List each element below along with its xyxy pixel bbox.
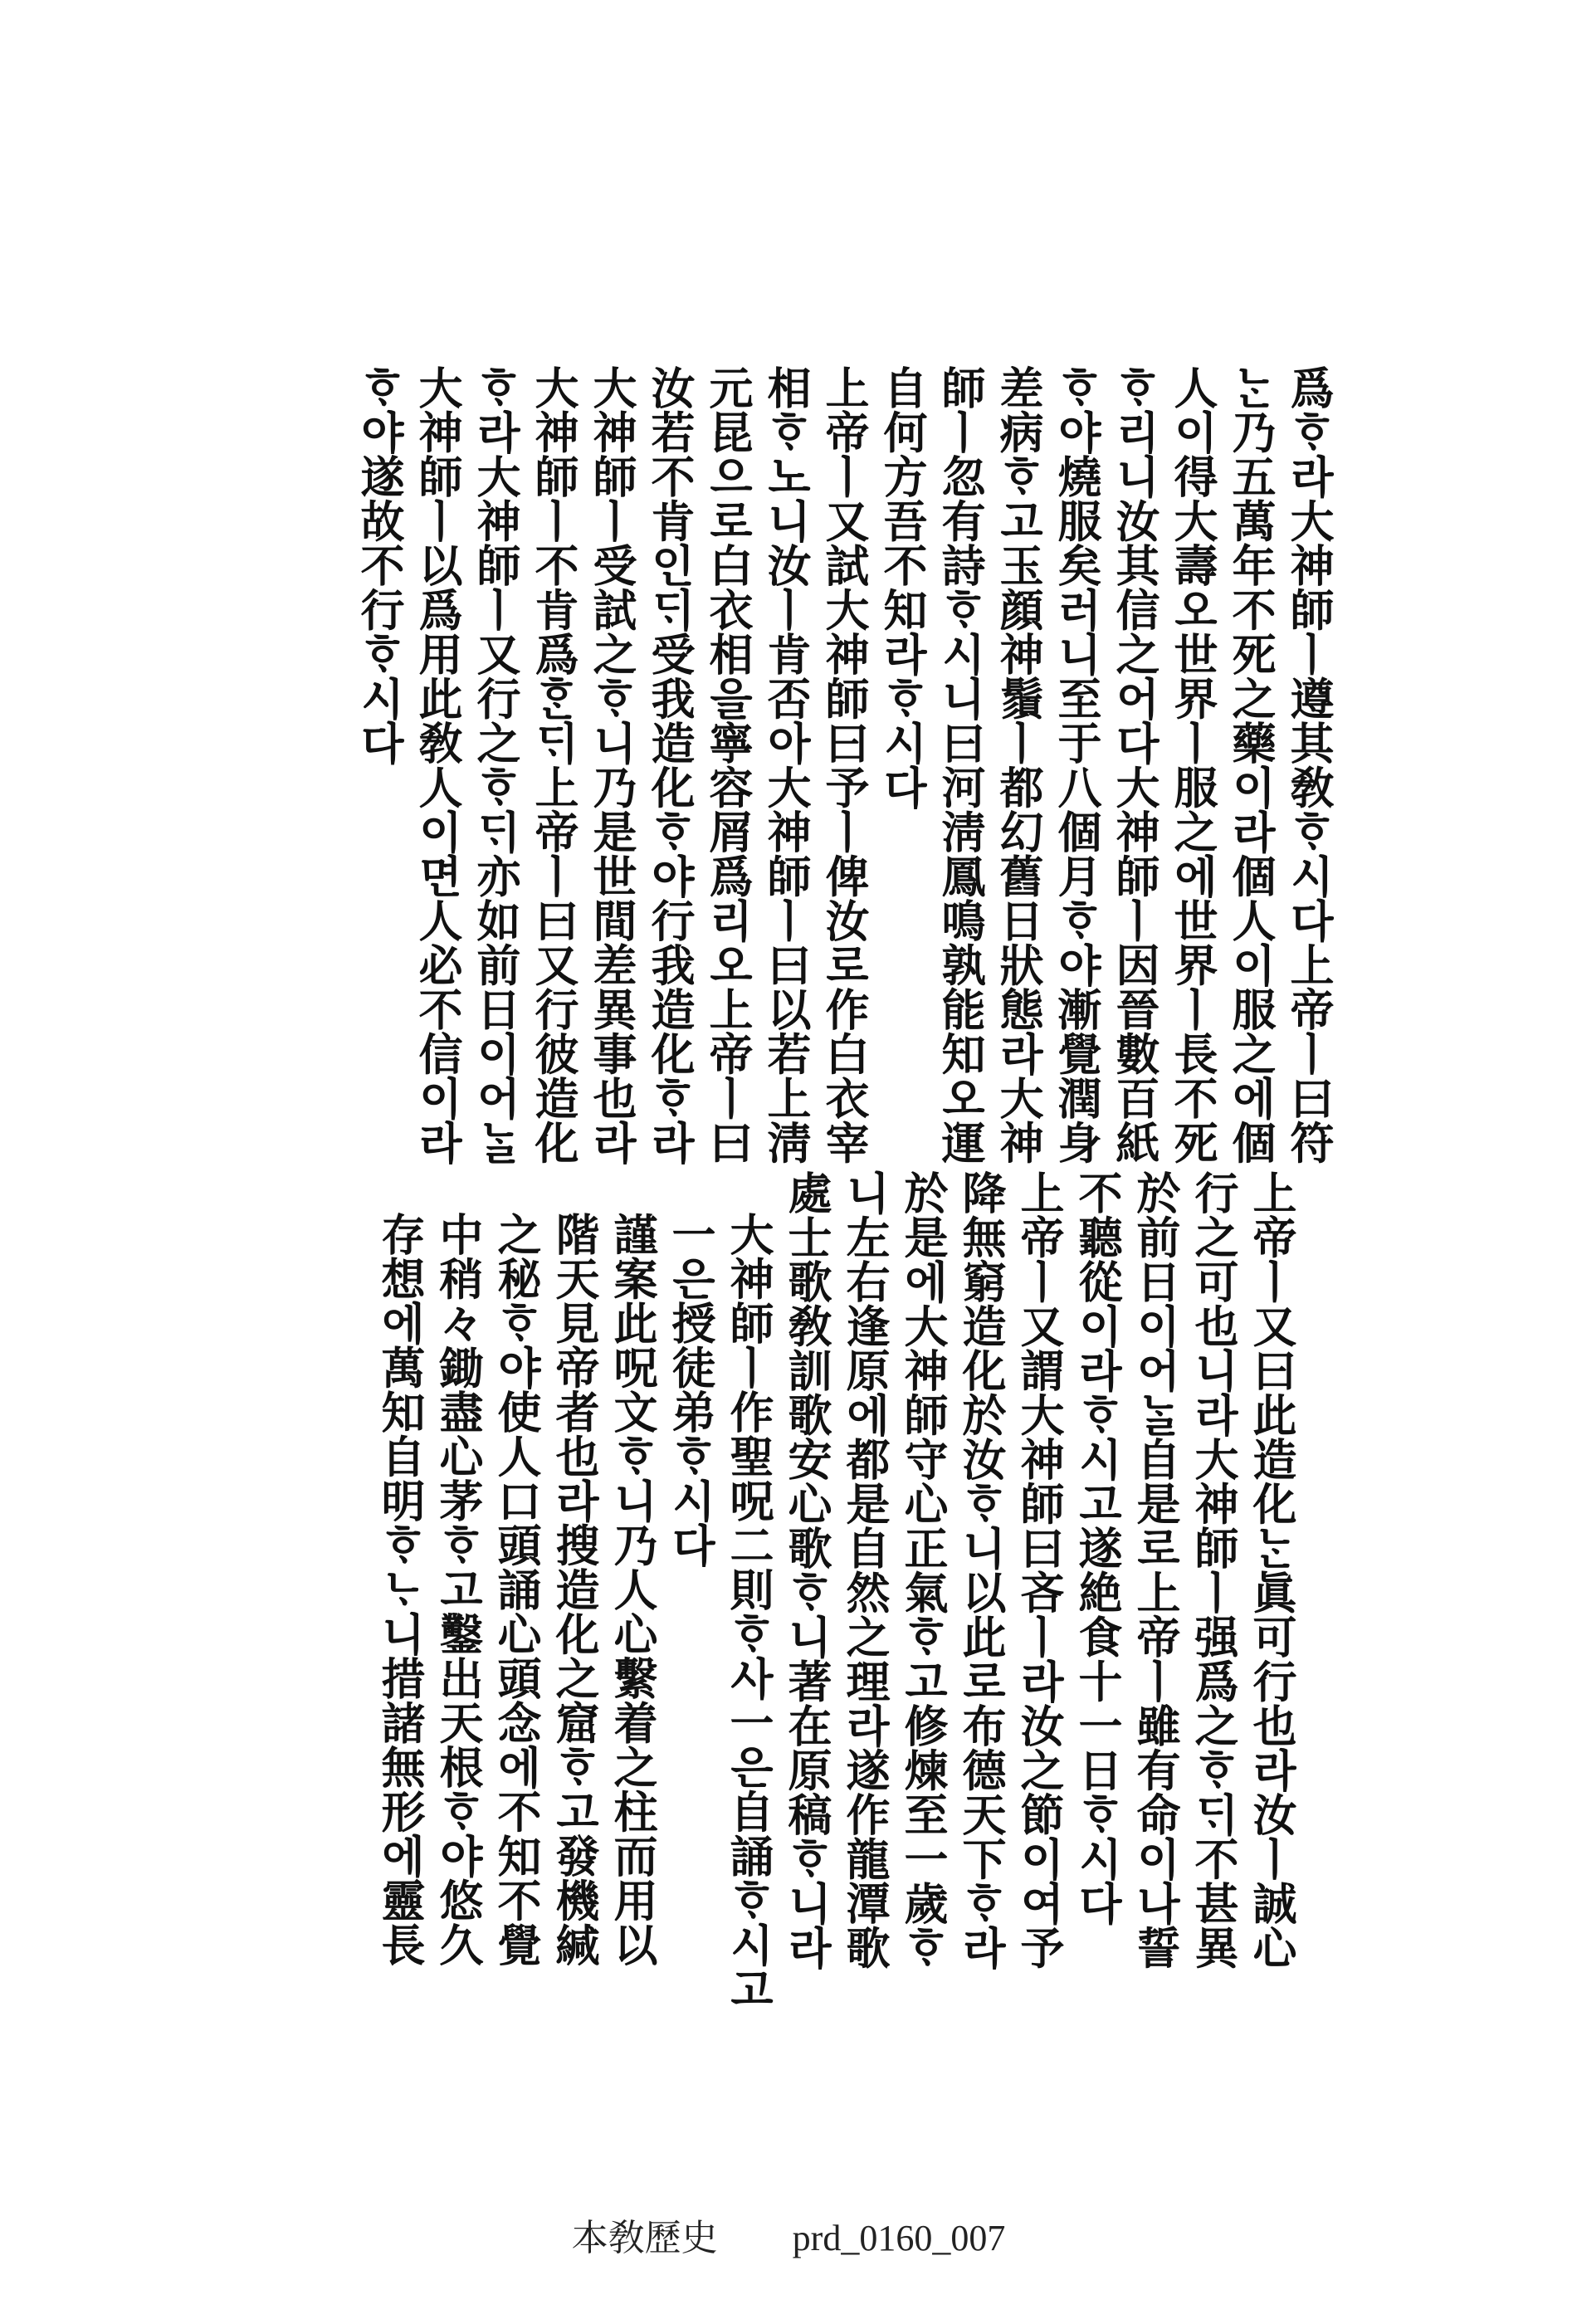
annotation-column: 存想에萬知自明ᄒᆞᄂᆞ니措諸無形에靈長: [374, 1212, 426, 1967]
text-column: 大神師ㅣ作聖呪二則ᄒᆞ사一은自誦ᄒᆞ시고: [723, 1212, 774, 2011]
text-column: 大神師ㅣ不肯爲ᄒᆞᆫᄃᆡ上帝ㅣ曰又行彼造化: [528, 365, 579, 1164]
text-column: 大神師ㅣ以爲用此敎人이면人必不信이라: [412, 365, 463, 1164]
text-column: ᄒᆞ리니汝其信之어다大神師ㅣ因晉數百紙: [1109, 365, 1160, 1164]
text-column: 元昆으로白衣相을寧容屑爲리오上帝ㅣ曰: [702, 365, 754, 1164]
text-column: 汝若不肯인ᄃᆡ受我造化ᄒᆞ야行我造化ᄒᆞ라: [644, 365, 696, 1164]
text-column: 上帝ㅣ又曰此造化ᄂᆞᆫ眞可行也라汝ㅣ誠心: [1246, 1170, 1297, 1970]
page-footer: [0, 2208, 1577, 2261]
text-column: 行之可也니라大神師ㅣ强爲之ᄒᆞᄃᆡ不甚異: [1188, 1170, 1239, 1970]
text-column: 人이得大壽오世界ㅣ服之에世界ㅣ長不死: [1167, 365, 1218, 1164]
text-column: 不聽從이라ᄒᆞ시고遂絶食十一日ᄒᆞ시다: [1072, 1170, 1123, 1926]
text-column: ᄒᆞ야遂故不行ᄒᆞ시다: [354, 365, 405, 765]
footer-title: 本敎歷史: [571, 2218, 718, 2258]
text-column: 爲ᄒᆞ라大神師ㅣ遵其敎ᄒᆞ시다上帝ㅣ曰符: [1283, 365, 1335, 1164]
annotation-column: 中稍々鋤盡心茅ᄒᆞ고鑿出天根ᄒᆞ야悠久: [432, 1212, 484, 1967]
text-column: ᄒᆞ라大神師ㅣ又行之ᄒᆞᄃᆡ亦如前日이어ᄂᆞᆯ: [470, 365, 521, 1164]
text-column: 處士歌敎訓歌安心歌ᄒᆞ니著在原稿ᄒᆞ니라: [781, 1170, 832, 1970]
text-column: 니左右逢原에都是自然之理라遂作龍潭歌: [839, 1170, 891, 1970]
text-column: 自何方吾不知라ᄒᆞ시다: [876, 365, 928, 809]
text-column: 師ㅣ忽有詩ᄒᆞ시니曰河淸鳳鳴孰能知오運: [935, 365, 986, 1164]
footer-page-id: prd_0160_007: [792, 2218, 1006, 2258]
text-column: 於前日이어ᄂᆞᆯ自是로上帝ㅣ雖有命이나誓: [1130, 1170, 1181, 1970]
text-column: ᄒᆞ야燒服矣러니至于八個月ᄒᆞ야漸覺潤身: [1051, 365, 1102, 1164]
text-column: 上帝ㅣ又試大神師曰予ㅣ俾汝로作白衣宰: [818, 365, 870, 1164]
annotation-column: 階天見帝者也라搜造化之窟ᄒᆞ고發機緘: [549, 1212, 600, 1967]
text-column: ᄂᆞᆫ乃五萬年不死之藥이라個人이服之에個: [1225, 365, 1277, 1164]
text-column: 一은授徒弟ᄒᆞ시다: [665, 1212, 716, 1567]
annotation-column: 謹案此呪文ᄒᆞ니乃人心繫着之柱而用以: [607, 1212, 658, 1967]
annotation-column: 之秘ᄒᆞ야使人口頭誦心頭念에不知不覺: [491, 1212, 542, 1967]
text-column: 差病ᄒᆞ고玉顔神鬚ㅣ都幻舊日狀態라大神: [993, 365, 1044, 1164]
text-column: 降無窮造化於汝ᄒᆞ니以此로布德天下ᄒᆞ라: [955, 1170, 1007, 1970]
text-column: 大神師ㅣ受試之ᄒᆞ니乃是世間差異事也라: [586, 365, 637, 1164]
text-column: 相ᄒᆞ노니汝ㅣ肯否아大神師ㅣ曰以若上淸: [760, 365, 812, 1164]
text-column: 上帝ㅣ又謂大神師曰吝ㅣ라汝之節이여予: [1013, 1170, 1065, 1970]
text-column: 於是에大神師守心正氣ᄒᆞ고修煉至一歲ᄒᆞ: [897, 1170, 949, 1970]
